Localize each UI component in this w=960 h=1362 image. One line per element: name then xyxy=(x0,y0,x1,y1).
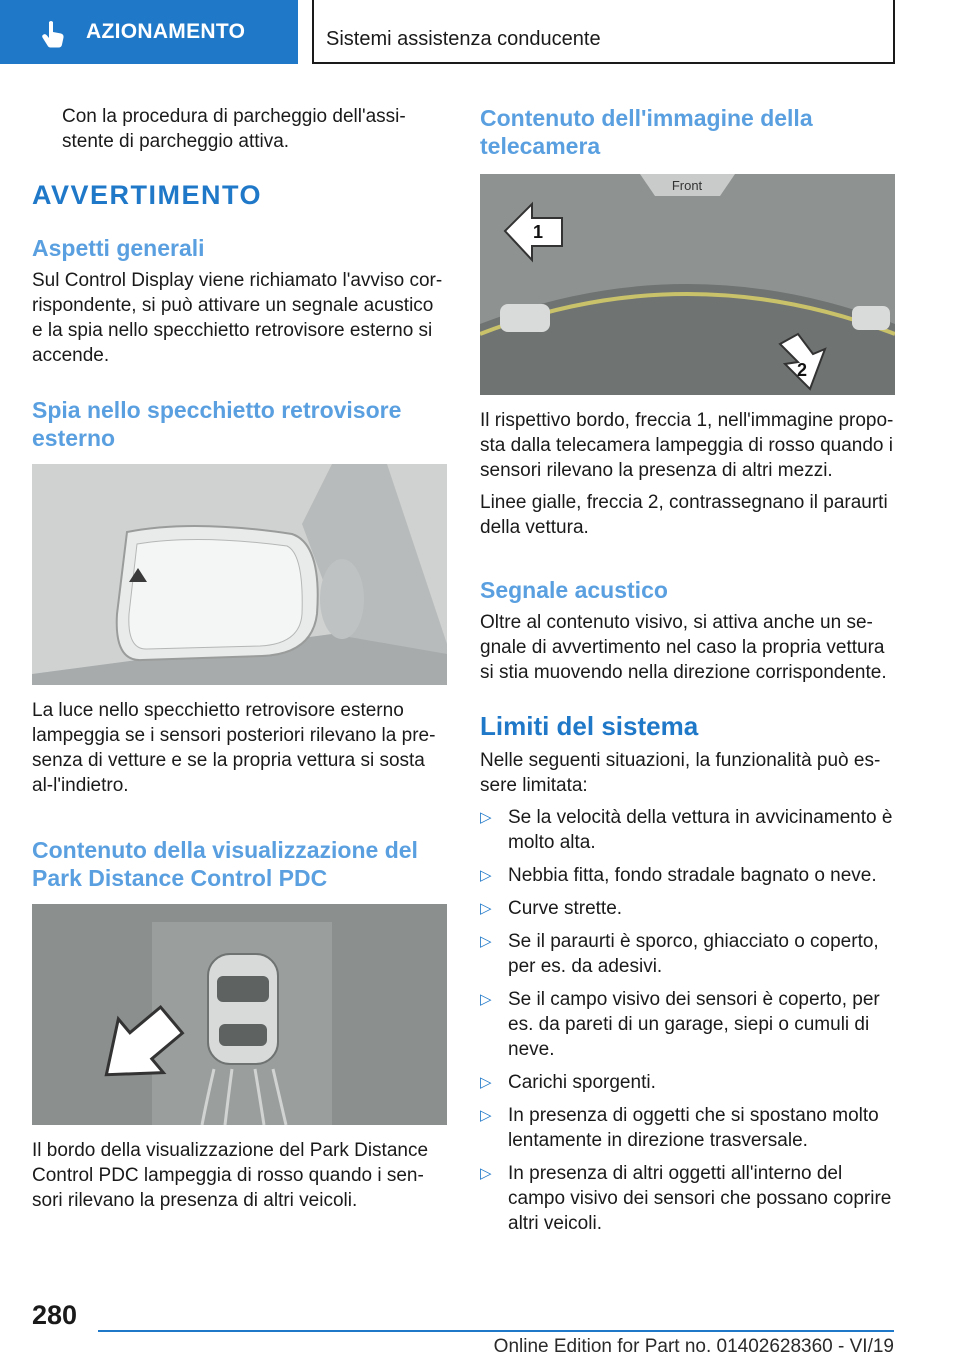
pdc-image xyxy=(32,904,447,1125)
list-item: ▷ Curve strette. xyxy=(480,898,623,919)
limits-list xyxy=(480,805,895,1244)
mirror-heading: Spia nello specchietto retrovisore esterno xyxy=(32,397,402,451)
general-heading: Aspetti generali xyxy=(32,235,205,261)
triangle-bullet-icon: ▷ xyxy=(480,900,492,917)
list-item: ▷ Se il campo visivo dei sensori è coperto, per es. da pareti di un garage, siepi o cumuli di neve. xyxy=(480,989,880,1060)
camera-heading: Contenuto dell'immagine della telecamera xyxy=(480,105,813,159)
hand-pointer-icon xyxy=(40,20,66,48)
section-tab[interactable] xyxy=(0,0,298,64)
warning-heading: AVVERTIMENTO xyxy=(32,180,263,210)
section-label: AZIONAMENTO xyxy=(86,20,246,43)
triangle-bullet-icon: ▷ xyxy=(480,809,492,826)
general-text: Sul Control Display viene richiamato l'avviso cor-rispondente, si può attivare un segnale acustico e la spia nello specchietto retrovisore esterno si accende. xyxy=(32,270,443,366)
camera-text-2: Linee gialle, freccia 2, contrassegnano il paraurti della vettura. xyxy=(480,492,888,538)
list-item: ▷ Nebbia fitta, fondo stradale bagnato o neve. xyxy=(480,865,877,886)
limits-intro: Nelle seguenti situazioni, la funzionalità può es-sere limitata: xyxy=(480,750,881,796)
triangle-bullet-icon: ▷ xyxy=(480,1107,492,1124)
footer-edition: Online Edition for Part no. 01402628360 - VI/19 xyxy=(493,1336,894,1357)
acoustic-heading: Segnale acustico xyxy=(480,577,668,603)
pdc-text: Il bordo della visualizzazione del Park Distance Control PDC lampeggia di rosso quando i sen-sori rilevano la presenza di altri veicoli. xyxy=(32,1140,429,1211)
list-item: ▷ Carichi sporgenti. xyxy=(480,1072,656,1093)
list-item: ▷ Se la velocità della vettura in avvicinamento è molto alta. xyxy=(480,807,893,853)
subsection-tab[interactable] xyxy=(312,0,895,64)
triangle-bullet-icon: ▷ xyxy=(480,991,492,1008)
camera-image xyxy=(480,174,895,395)
mirror-image xyxy=(32,464,447,685)
mirror-text: La luce nello specchietto retrovisore esterno lampeggia se i sensori posteriori rilevano la pre-senza di vetture e se la propria vettura si sosta al-l'indietro. xyxy=(32,700,436,796)
triangle-bullet-icon: ▷ xyxy=(480,933,492,950)
acoustic-text: Oltre al contenuto visivo, si attiva anche un se-gnale di avvertimento nel caso la propria vettura si stia muovendo nella direzione corrispondente. xyxy=(480,612,887,683)
camera-text-1: Il rispettivo bordo, freccia 1, nell'immagine propo-sta dalla telecamera lampeggia di rosso quando i sensori rilevano la presenza di altri mezzi. xyxy=(480,410,894,481)
camera-arrow-1: 1 xyxy=(532,222,544,242)
list-item: ▷ In presenza di oggetti che si spostano molto lentamente in direzione trasversale. xyxy=(480,1105,879,1151)
intro-text: Con la procedura di parcheggio dell'assi-stente di parcheggio attiva. xyxy=(62,106,406,152)
list-item: ▷ In presenza di altri oggetti all'interno del campo visivo dei sensori che possano coprire altri veicoli. xyxy=(480,1163,892,1234)
subsection-label: Sistemi assistenza conducente xyxy=(326,28,601,50)
limits-heading: Limiti del sistema xyxy=(480,711,699,741)
list-item: ▷ Se il paraurti è sporco, ghiacciato o coperto, per es. da adesivi. xyxy=(480,931,879,977)
camera-front-label: Front xyxy=(671,178,703,193)
triangle-bullet-icon: ▷ xyxy=(480,1074,492,1091)
footer-divider xyxy=(98,1330,894,1332)
page-number: 280 xyxy=(32,1300,78,1330)
pdc-heading: Contenuto della visualizzazione del Park Distance Control PDC xyxy=(32,837,418,891)
camera-arrow-2: 2 xyxy=(796,360,808,380)
triangle-bullet-icon: ▷ xyxy=(480,867,492,884)
triangle-bullet-icon: ▷ xyxy=(480,1165,492,1182)
